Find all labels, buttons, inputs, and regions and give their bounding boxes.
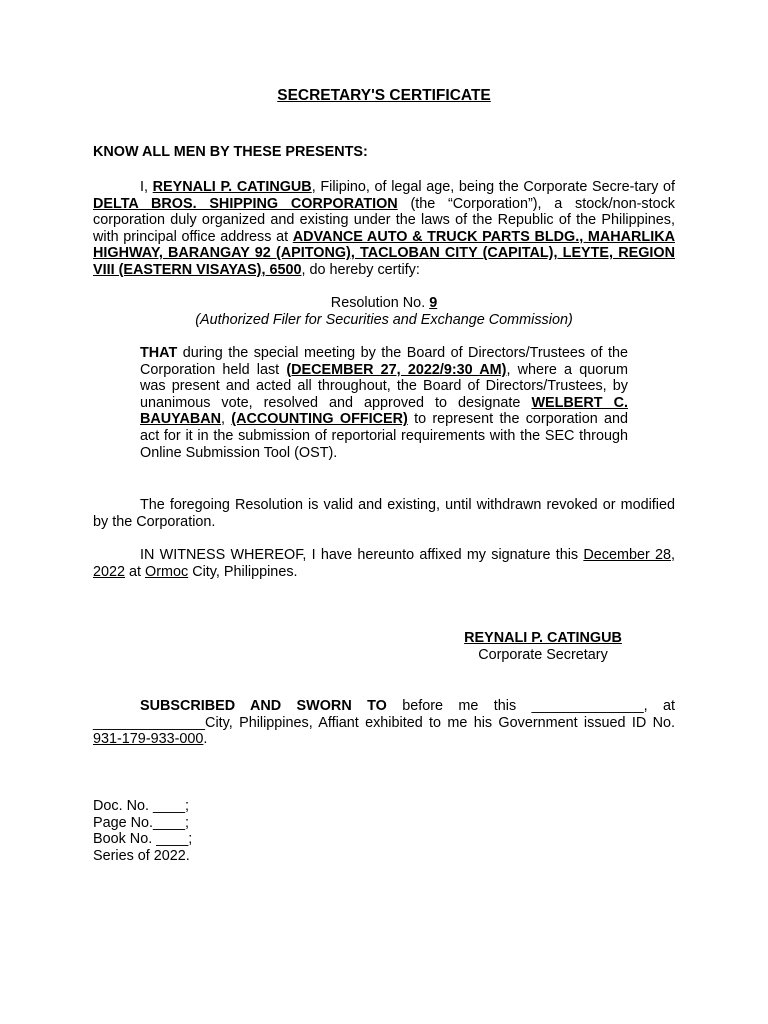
- secretary-name: REYNALI P. CATINGUB: [152, 179, 312, 195]
- jurat-paragraph: [93, 698, 675, 748]
- resolution-body: [140, 345, 628, 461]
- text-span: IN WITNESS WHEREOF, I have hereunto affixed my signature this: [140, 547, 584, 563]
- text-span: at: [125, 563, 146, 580]
- certification-paragraph: [93, 179, 675, 279]
- signature-date: December 28, 2022: [93, 547, 675, 580]
- text-span: before me this ______________, at ______________City, Philippines, Affiant exhibited to me his Government issued ID No.: [93, 698, 676, 731]
- text-span: (the “Corporation”), a stock/non-stock corporation duly organized and existing under the laws of the Republic of the Philippines, with principal office address at: [93, 195, 675, 245]
- text-span: , where a quorum was present and acted all throughout, the Board of Directors/Trustees, by unanimous vote, resolved and approved to designate: [140, 361, 628, 411]
- signer-name: REYNALI P. CATINGUB: [464, 630, 622, 646]
- text-span: during the special meeting by the Board of Directors/Trustees of the Corporation held last: [140, 345, 628, 378]
- designee-position: (ACCOUNTING OFFICER): [231, 411, 408, 428]
- resolution-subtitle: (Authorized Filer for Securities and Exchange Commission): [195, 311, 573, 328]
- book-number-line: Book No. ____;: [93, 831, 193, 848]
- government-id-number: 931-179-933-000: [93, 731, 204, 748]
- office-address: ADVANCE AUTO & TRUCK PARTS BLDG., MAHARLIKA HIGHWAY, BARANGAY 92 (APITONG), TACLOBAN CITY (CAPITAL), LEYTE, REGION VIII (EASTERN VISAYAS), 6500: [93, 228, 676, 278]
- text-span: ,: [221, 411, 232, 428]
- text-span: , do hereby certify:: [301, 261, 420, 278]
- series-line: Series of 2022.: [93, 847, 190, 864]
- signer-role: Corporate Secretary: [478, 646, 608, 663]
- witness-paragraph: [93, 547, 675, 580]
- resolution-number: 9: [429, 295, 438, 311]
- greeting: KNOW ALL MEN BY THESE PRESENTS:: [93, 144, 368, 160]
- doc-number-line: Doc. No. ____;: [93, 798, 189, 814]
- that-keyword: THAT: [140, 345, 178, 361]
- text-span: , Filipino, of legal age, being the Corporate Secre-tary of: [311, 179, 676, 195]
- signature-block: [443, 630, 643, 663]
- page-number-line: Page No.____;: [93, 814, 190, 831]
- text-span: I,: [140, 179, 153, 195]
- jurat-lead: SUBSCRIBED AND SWORN TO: [140, 698, 387, 714]
- validity-paragraph: The foregoing Resolution is valid and existing, until withdrawn revoked or modified by the Corporation.: [93, 497, 675, 530]
- text-span: .: [203, 731, 208, 748]
- corporation-name: DELTA BROS. SHIPPING CORPORATION: [93, 195, 398, 212]
- document-title: SECRETARY'S CERTIFICATE: [277, 87, 491, 104]
- resolution-label: Resolution No.: [330, 295, 430, 311]
- text-span: City, Philippines.: [188, 563, 298, 580]
- resolution-heading: [93, 295, 675, 328]
- notary-details: [93, 798, 192, 864]
- signature-city: Ormoc: [145, 563, 189, 580]
- text-span: to represent the corporation and act for it in the submission of reportorial requirements with the SEC through Online Submission Tool (OST).: [140, 411, 628, 461]
- meeting-datetime: (DECEMBER 27, 2022/9:30 AM): [286, 361, 507, 378]
- designee-name: WELBERT C. BAUYABAN: [140, 394, 628, 428]
